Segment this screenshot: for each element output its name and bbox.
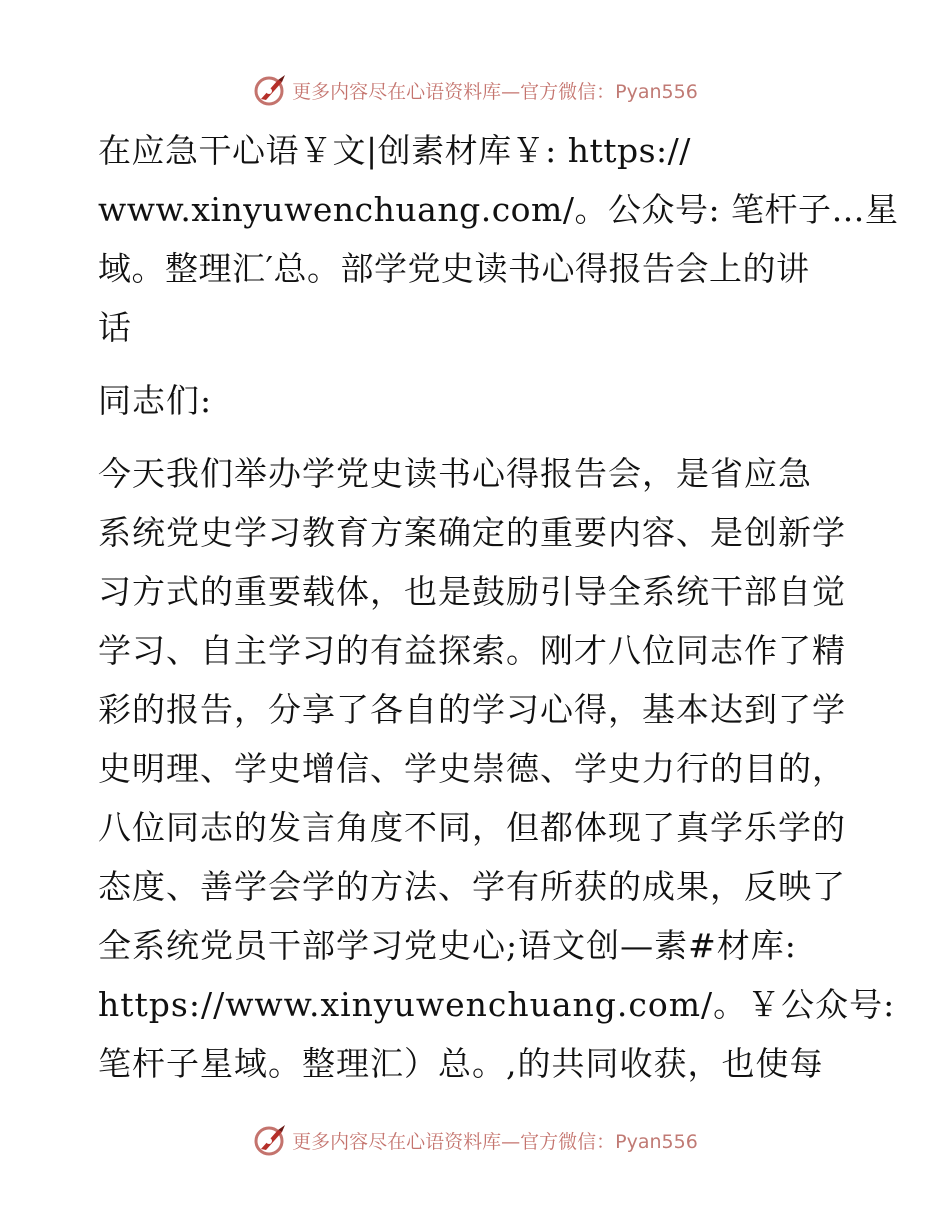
body-line: 态度、善学会学的方法、学有所获的成果，反映了	[98, 867, 846, 906]
greeting-text: 同志们:	[98, 381, 213, 420]
body-line: https://www.xinyuwenchuang.com/。￥公众号:	[98, 985, 896, 1024]
document-body	[98, 121, 899, 1093]
body-line: 八位同志的发言角度不同，但都体现了真学乐学的	[98, 808, 846, 847]
header-banner	[0, 70, 950, 110]
title-line: 域。整理汇′总。部学党史读书心得报告会上的讲	[98, 249, 810, 288]
body-line: 习方式的重要载体，也是鼓励引导全系统干部自觉	[98, 572, 846, 611]
body-line: 史明理、学史增信、学史崇德、学史力行的目的，	[98, 749, 846, 788]
quill-pen-seal-icon	[252, 72, 288, 108]
greeting	[98, 371, 858, 430]
footer-banner	[0, 1120, 950, 1160]
banner-text: 更多内容尽在心语资料库—官方微信：Pyan556	[292, 1130, 698, 1153]
body-line: 彩的报告，分享了各自的学习心得，基本达到了学	[98, 690, 846, 729]
body-line: 学习、自主学习的有益探索。刚才八位同志作了精	[98, 631, 846, 670]
body-line: 笔杆子星域。整理汇）总。,的共同收获，也使每	[98, 1044, 824, 1083]
title-line: 话	[98, 308, 132, 347]
document-title	[98, 121, 899, 357]
wechat-id: Pyan556	[615, 1130, 698, 1153]
body-paragraph	[98, 444, 896, 1093]
banner-text: 更多内容尽在心语资料库—官方微信：Pyan556	[292, 80, 698, 103]
wechat-id: Pyan556	[615, 80, 698, 103]
quill-pen-seal-icon	[252, 1122, 288, 1158]
title-line: www.xinyuwenchuang.com/。公众号: 笔杆子…星	[98, 190, 899, 229]
body-line: 系统党史学习教育方案确定的重要内容、是创新学	[98, 513, 846, 552]
title-line: 在应急干心语￥文|创素材库￥: https://	[98, 131, 691, 170]
body-line: 今天我们举办学党史读书心得报告会，是省应急	[98, 454, 812, 493]
body-line: 全系统党员干部学习党史心;语文创—素#材库:	[98, 926, 797, 965]
